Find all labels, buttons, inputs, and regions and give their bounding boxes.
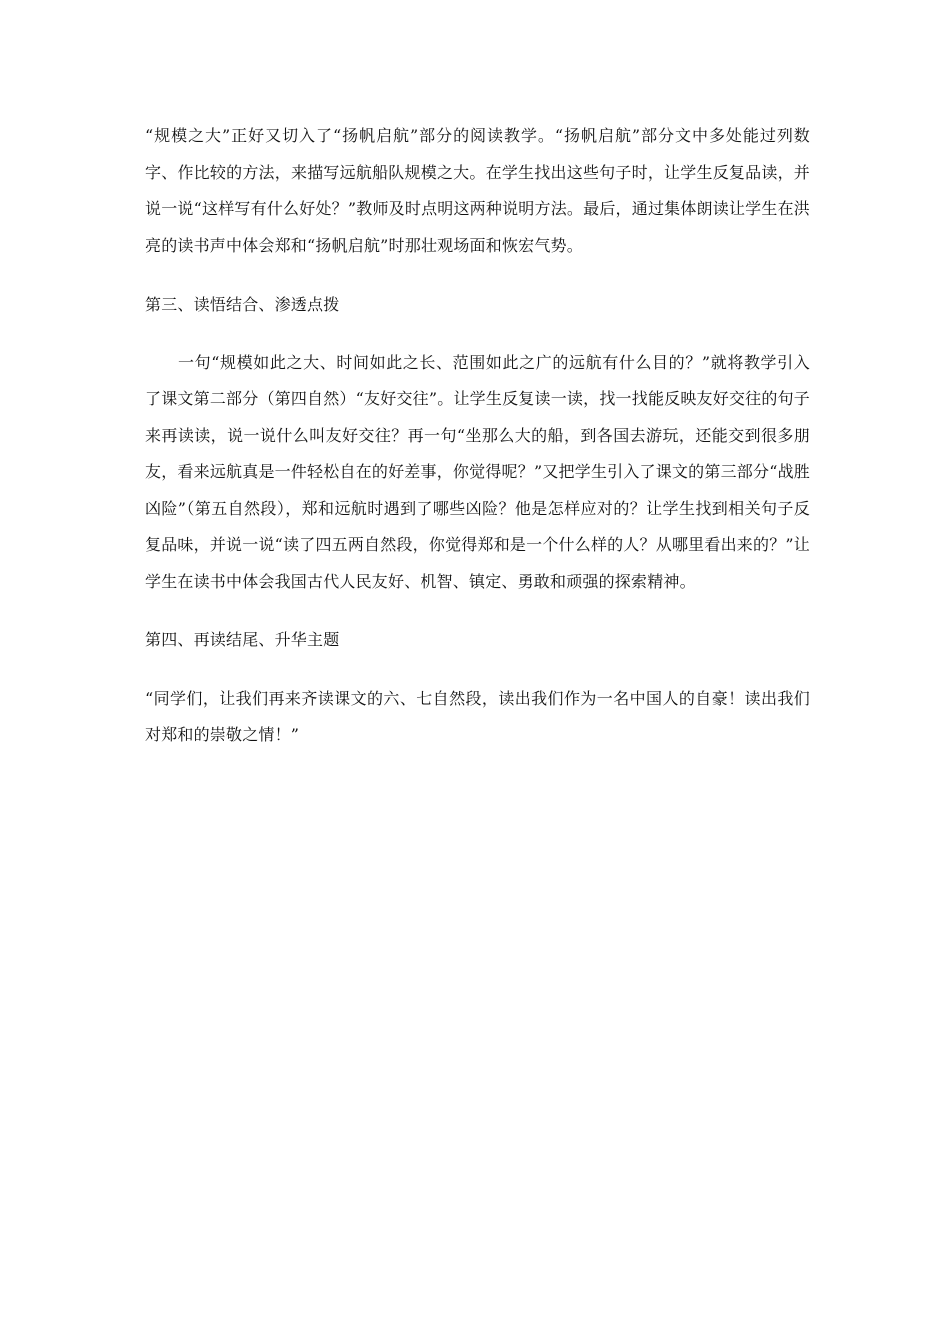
- paragraph-closing: “同学们，让我们再来齐读课文的六、七自然段，读出我们作为一名中国人的自豪！读出我们对郑和的崇敬之情！”: [145, 688, 810, 744]
- paragraph-scale: “规模之大”正好又切入了“扬帆启航”部分的阅读教学。“扬帆启航”部分文中多处能过列数字、作比较的方法，来描写远航船队规模之大。在学生找出这些句子时，让学生反复品读，并说一说“这样写有什么好处？”教师及时点明这两种说明方法。最后，通过集体朗读让学生在洪亮的读书声中体会郑和“扬帆启航”时那壮观场面和恢宏气势。: [145, 126, 810, 255]
- spacer: [145, 659, 810, 681]
- section-heading-fourth: 第四、再读结尾、升华主题: [145, 630, 340, 649]
- document-body: [145, 118, 810, 754]
- spacer: [145, 600, 810, 622]
- section-heading-third: 第三、读悟结合、渗透点拨: [145, 295, 340, 314]
- spacer: [145, 264, 810, 287]
- spacer: [145, 324, 810, 345]
- paragraph-reading-understanding: 一句“规模如此之大、时间如此之长、范围如此之广的远航有什么目的？”就将教学引入了课文第二部分（第四自然）“友好交往”。让学生反复读一读，找一找能反映友好交往的句子来再读读，说一说什么叫友好交往？再一句“坐那么大的船，到各国去游玩，还能交到很多朋友，看来远航真是一件轻松自在的好差事，你觉得呢？”又把学生引入了课文的第三部分“战胜凶险”（第五自然段），郑和远航时遇到了哪些凶险？他是怎样应对的？让学生找到相关句子反复品味，并说一说“读了四五两自然段，你觉得郑和是一个什么样的人？从哪里看出来的？”让学生在读书中体会我国古代人民友好、机智、镇定、勇敢和顽强的探索精神。: [145, 352, 810, 591]
